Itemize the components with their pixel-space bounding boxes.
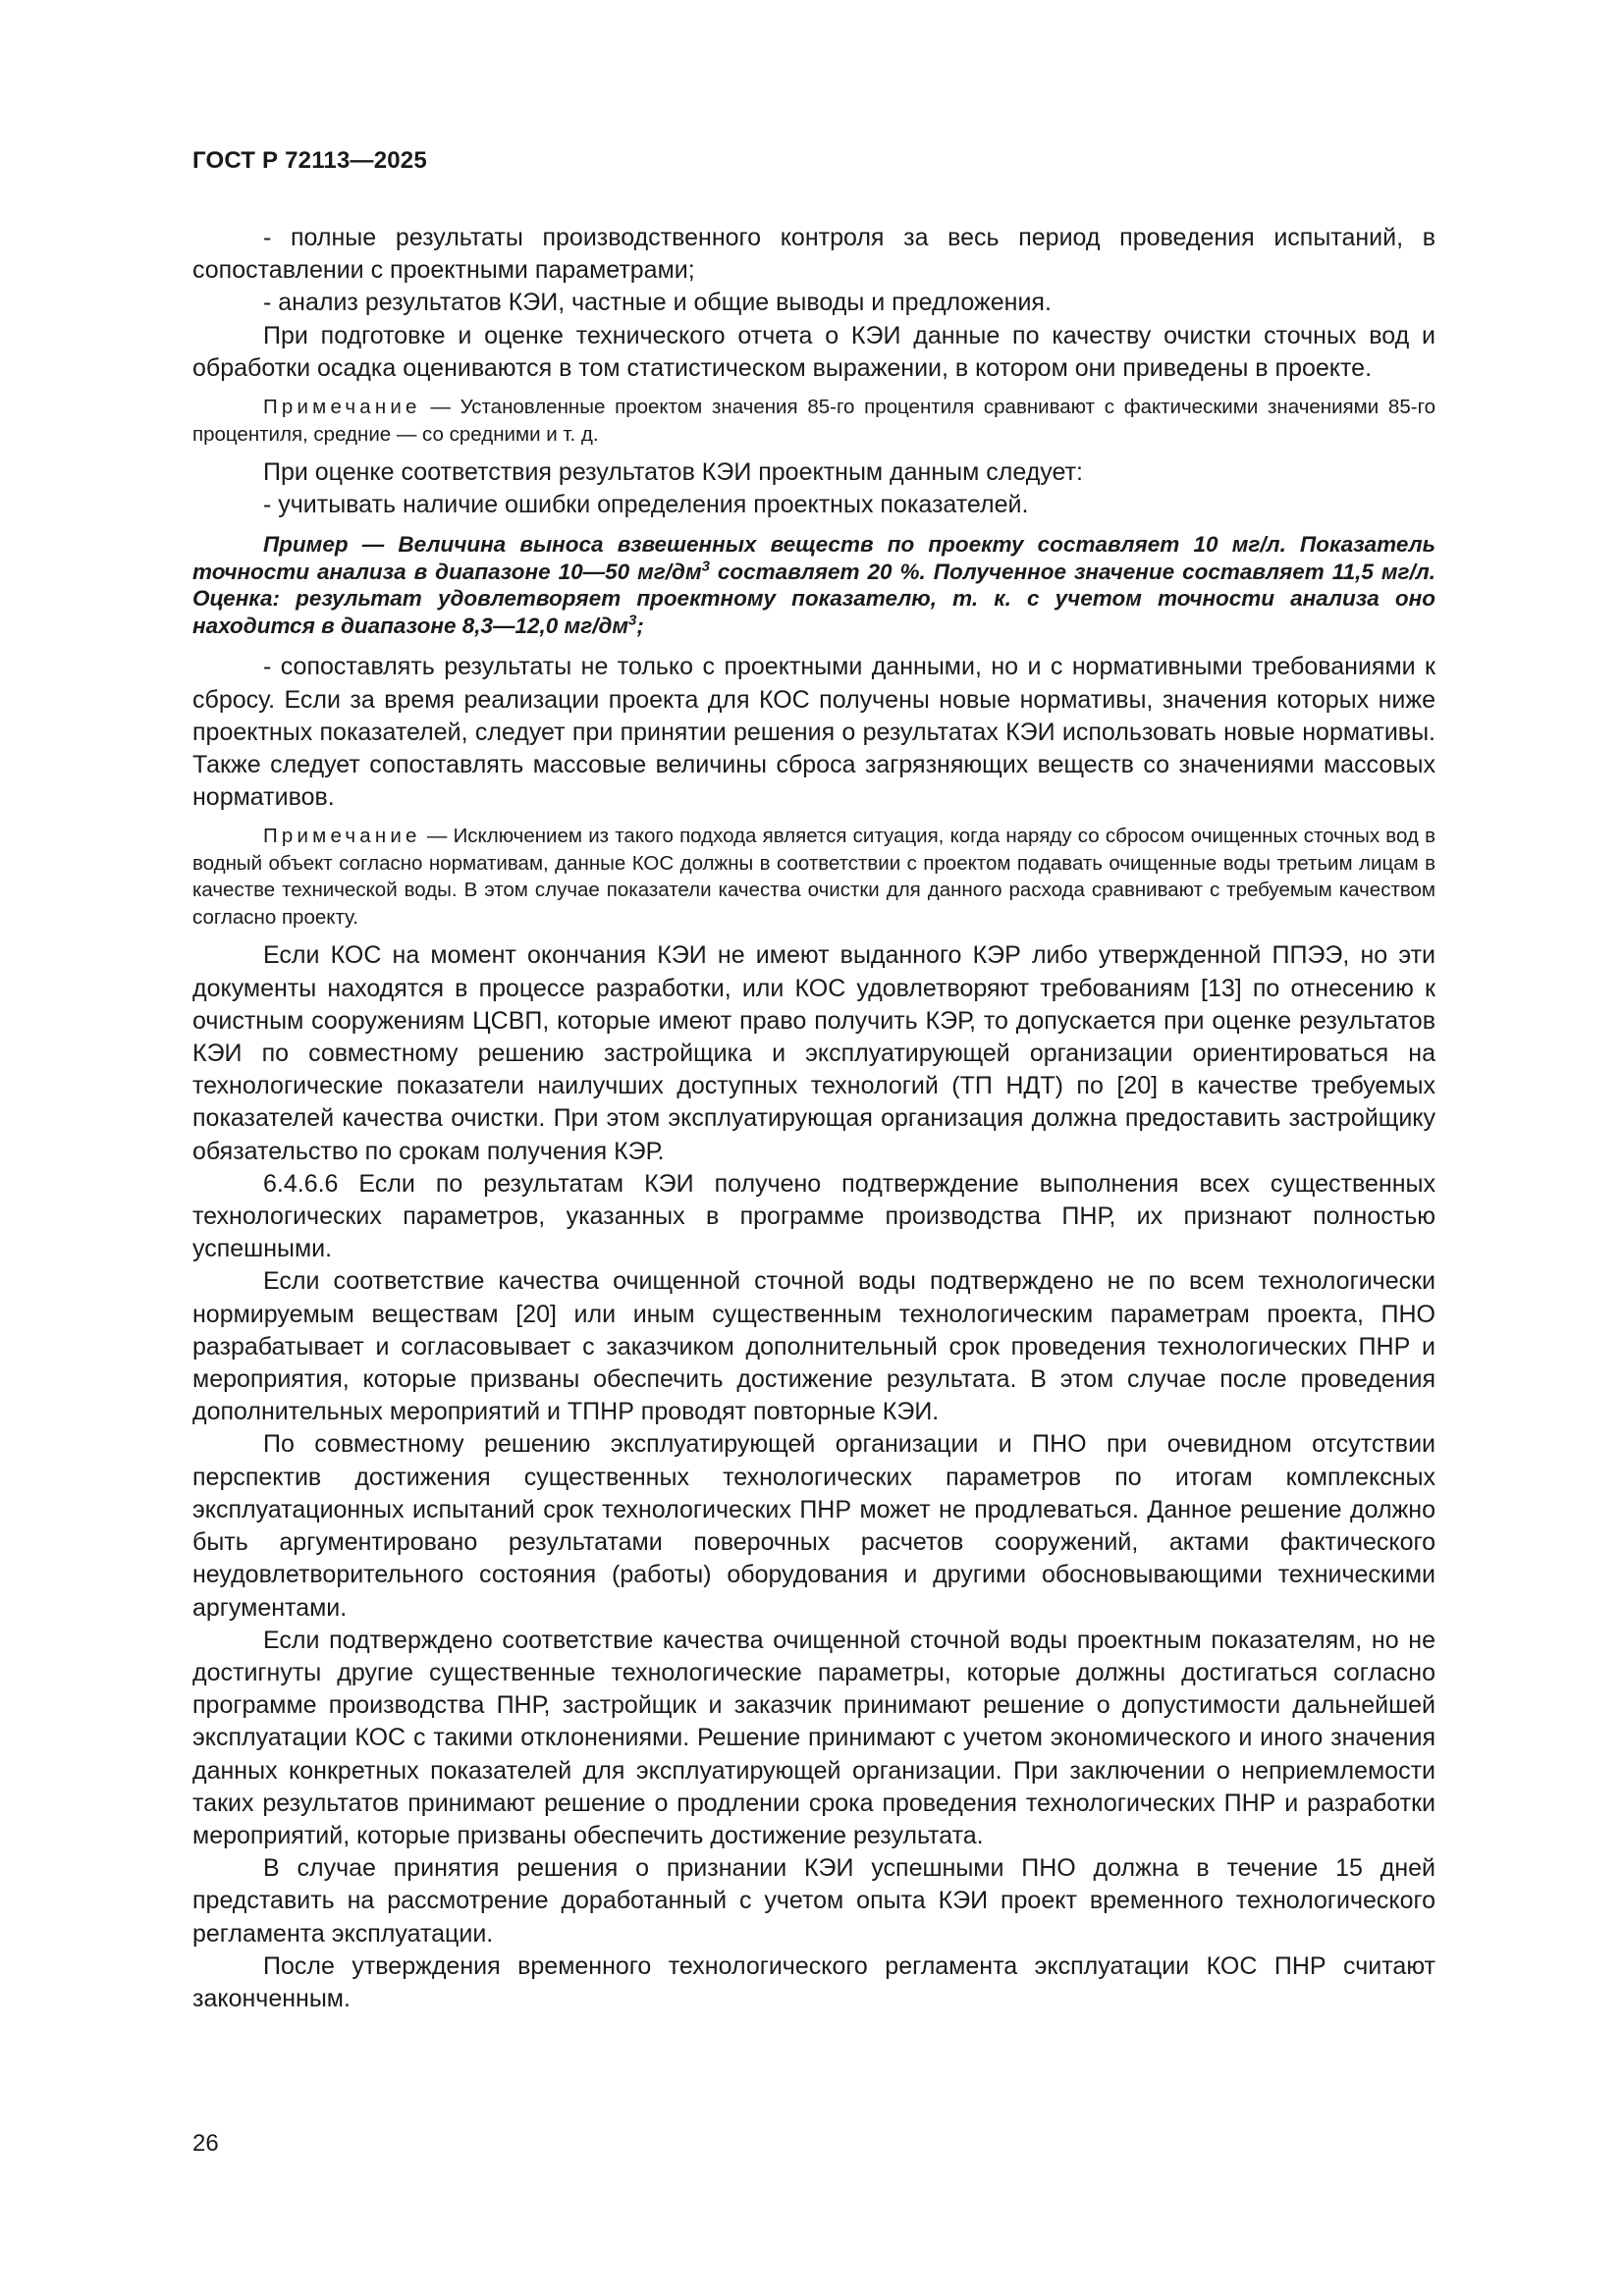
example-text-part1: Пример — Величина выноса взвешенных веществ по проекту составляет 10 мг/л. Показатель точности анализа в диапазоне 10—50 мг/дм: [192, 532, 1435, 584]
paragraph-list-item-analysis: - анализ результатов КЭИ, частные и общие выводы и предложения.: [263, 289, 1052, 317]
paragraph-list-item-normative: - сопоставлять результаты не только с проектными данными, но и с нормативными требованиями к сбросу. Если за время реализации проекта для КОС получены новые нормативы, значения которых ниже проектных показателей, следует при принятии решения о результатах КЭИ использовать новые нормативы. Также следует сопоставлять массовые величины сброса загрязняющих веществ со значениями массовых нормативов.: [192, 653, 1435, 812]
note-text: — Исключением из такого подхода является ситуация, когда наряду со сбросом очищенных сточных вод в водный объект согласно нормативам, данные КОС должны в соответствии с проектом подавать очищенные воды третьим лицам в качестве технической воды. В этом случае показатели качества очистки для данного расхода сравнивают с требуемым качеством согласно проекту.: [192, 825, 1435, 929]
paragraph-list-item-error: - учитывать наличие ошибки определения проектных показателей.: [263, 491, 1029, 519]
example-superscript: 3: [628, 612, 637, 629]
paragraph-ker-absence: Если КОС на момент окончания КЭИ не имеют выданного КЭР либо утвержденной ППЭЭ, но эти документы находятся в процессе разработки, или КОС удовлетворяют требованиям [13] по отнесению к очистным сооружениям ЦСВП, которые имеют право получить КЭР, то допускается при оценке результатов КЭИ по совместному решению застройщика и эксплуатирующей организации ориентироваться на технологические показатели наилучших доступных технологий (ТП НДТ) по [20] в качестве требуемых показателей качества очистки. При этом эксплуатирующая организация должна предоставить застройщику обязательство по срокам получения КЭР.: [192, 941, 1435, 1165]
example-suspended-solids: [192, 531, 1435, 639]
paragraph-partial-compliance: Если соответствие качества очищенной сточной воды подтверждено не по всем технологически нормируемым веществам [20] или иным существенным технологическим параметрам проекта, ПНО разрабатывает и согласовывает с заказчиком дополнительный срок проведения технологических ПНР и мероприятия, которые призваны обеспечить достижение результата. В этом случае после проведения дополнительных мероприятий и ТПНР проводят повторные КЭИ.: [192, 1267, 1435, 1426]
paragraph-completion: После утверждения временного технологического регламента эксплуатации КОС ПНР считают законченным.: [192, 1951, 1435, 2012]
paragraph-compliance-assessment: При оценке соответствия результатов КЭИ проектным данным следует:: [263, 458, 1083, 487]
note-percentile: [192, 394, 1435, 448]
paragraph-joint-decision: По совместному решению эксплуатирующей организации и ПНО при очевидном отсутствии перспектив достижения существенных технологических параметров по итогам комплексных эксплуатационных испытаний срок технологических ПНР может не продлеваться. Данное решение должно быть аргументировано результатами поверочных расчетов сооружений, актами фактического неудовлетворительного состояния (работы) оборудования и другими обосновывающими техническими аргументами.: [192, 1430, 1435, 1622]
paragraph-list-item-production-control: - полные результаты производственного контроля за весь период проведения испытаний, в сопоставлении с проектными параметрами;: [192, 224, 1435, 285]
paragraph-other-parameters: Если подтверждено соответствие качества очищенной сточной воды проектным показателям, но не достигнуты другие существенные технологические параметры, которые должны достигаться согласно программе производства ПНР, застройщик и заказчик принимают решение о допустимости дальнейшей эксплуатации КОС с такими отклонениями. Решение принимают с учетом экономического и иного значения данных конкретных показателей для эксплуатирующей организации. При заключении о неприемлемости таких результатов принимают решение о продлении срока проведения технологических ПНР и разработки мероприятий, которые призваны обеспечить достижение результата.: [192, 1626, 1435, 1849]
note-label: Примечание: [263, 825, 421, 848]
document-body: [192, 222, 1435, 2015]
paragraph-successful-kei: В случае принятия решения о признании КЭИ успешными ПНО должна в течение 15 дней представить на рассмотрение доработанный с учетом опыта КЭИ проект временного технологического регламента эксплуатации.: [192, 1854, 1435, 1948]
note-exception: [192, 823, 1435, 931]
document-header: ГОСТ Р 72113—2025: [192, 147, 427, 174]
example-text-part2: составляет 20 %. Полученное значение составляет 11,5 мг/л. Оценка: результат удовлетворяет проектному показателю, т. к. с учетом точности анализа оно находится в диапазоне 8,3—12,0 мг/дм: [192, 559, 1435, 638]
note-text: — Установленные проектом значения 85-го процентиля сравнивают с фактическими значениями 85-го процентиля, средние — со средними и т. д.: [192, 396, 1435, 446]
paragraph-technical-report: При подготовке и оценке технического отчета о КЭИ данные по качеству очистки сточных вод и обработки осадка оцениваются в том статистическом выражении, в котором они приведены в проекте.: [192, 321, 1435, 382]
page-number: 26: [192, 2130, 219, 2157]
paragraph-clause-6-4-6-6: 6.4.6.6 Если по результатам КЭИ получено подтверждение выполнения всех существенных технологических параметров, указанных в программе производства ПНР, их признают полностью успешными.: [192, 1169, 1435, 1263]
example-text-part3: ;: [636, 613, 644, 638]
example-superscript: 3: [701, 558, 710, 575]
note-label: Примечание: [263, 396, 421, 419]
